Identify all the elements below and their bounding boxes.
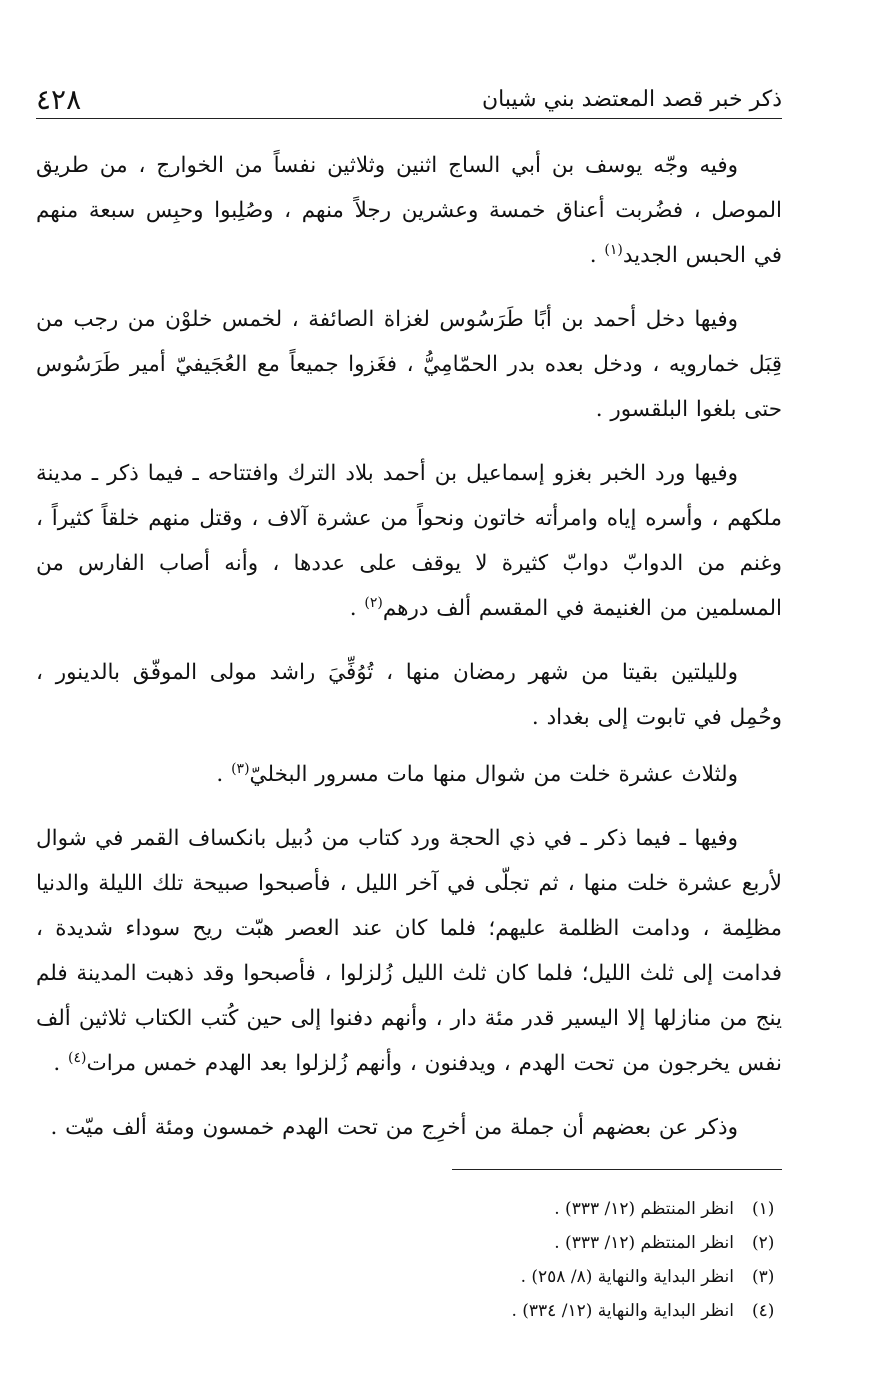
paragraph <box>36 816 782 1086</box>
footnote <box>36 1260 782 1294</box>
footnote <box>36 1192 782 1226</box>
footnote-number: (٤) <box>752 1301 775 1321</box>
footnote-text: انظر المنتظم (١٢/ ٣٣٣) . <box>554 1199 734 1219</box>
paragraph <box>36 752 782 797</box>
paragraph-tail: . <box>349 596 365 621</box>
footnote-reference: (٤) <box>68 1049 87 1066</box>
footnote-number: (٣) <box>752 1267 775 1287</box>
paragraph-tail: . <box>216 762 232 787</box>
footnote <box>36 1226 782 1260</box>
paragraph <box>36 1105 782 1150</box>
paragraph-text: وفيها دخل أحمد بن أبًا طَرَسُوس لغزاة الصائفة ، لخمس خلوْن من رجب من قِبَل خمارويه ، ودخل بعده بدر الحمّامِيُّ ، فغَزوا جميعاً مع العُجَيفيّ أمير طَرَسُوس حتى بلغوا البلقسور . <box>36 307 782 422</box>
footnote-reference: (١) <box>604 241 623 258</box>
footnote-divider <box>452 1169 782 1170</box>
footnote-reference: (٢) <box>364 594 383 611</box>
footnote-text: انظر المنتظم (١٢/ ٣٣٣) . <box>554 1233 734 1253</box>
footnote-reference: (٣) <box>231 760 250 777</box>
running-title: ذكر خبر قصد المعتضد بني شيبان <box>482 87 782 112</box>
footnote <box>36 1294 782 1328</box>
footnote-text: انظر البداية والنهاية (١٢/ ٣٣٤) . <box>511 1301 734 1321</box>
body-text <box>36 143 782 1150</box>
footnote-number: (٢) <box>752 1233 775 1253</box>
paragraph-tail: . <box>53 1051 69 1076</box>
footnotes <box>36 1192 782 1328</box>
paragraph-text: وفيها ورد الخبر بغزو إسماعيل بن أحمد بلاد الترك وافتتاحه ـ فيما ذكر ـ مدينة ملكهم ، وأسره إياه وامرأته خاتون ونحواً من عشرة آلاف ، وقتل منهم خلقاً كثيراً ، وغنم من الدوابّ دوابّ كثيرة لا يوقف على عددها ، وأنه أصاب الفارس من المسلمين من الغنيمة في المقسم ألف درهم <box>36 461 782 621</box>
footnote-number: (١) <box>752 1199 775 1219</box>
footnote-text: انظر البداية والنهاية (٨/ ٢٥٨) . <box>520 1267 734 1287</box>
page-number: ٤٢٨ <box>36 83 82 116</box>
paragraph <box>36 297 782 432</box>
paragraph-text: ولثلاث عشرة خلت من شوال منها مات مسرور البخليّ <box>249 762 738 787</box>
paragraph <box>36 650 782 740</box>
paragraph-text: وفيه وجّه يوسف بن أبي الساج اثنين وثلاثين نفساً من الخوارج ، من طريق الموصل ، فضُربت أعناق خمسة وعشرين رجلاً منهم ، وصُلِبوا وحبِس سبعة منهم في الحبس الجديد <box>36 153 782 268</box>
page-header <box>36 78 782 119</box>
paragraph-text: وذكر عن بعضهم أن جملة من أخرِج من تحت الهدم خمسون ومئة ألف ميّت . <box>50 1115 738 1140</box>
paragraph-text: ولليلتين بقيتا من شهر رمضان منها ، تُوُفِّيَ راشد مولى الموفّق بالدينور ، وحُمِل في تابوت إلى بغداد . <box>36 660 782 730</box>
paragraph <box>36 143 782 278</box>
book-page <box>36 78 782 1328</box>
paragraph-tail: . <box>589 243 605 268</box>
paragraph-text: وفيها ـ فيما ذكر ـ في ذي الحجة ورد كتاب من دُبيل بانكساف القمر في شوال لأربع عشرة خلت منها ، ثم تجلّى في آخر الليل ، فأصبحوا صبيحة تلك الليلة والدنيا مظلِمة ، ودامت الظلمة عليهم؛ فلما كان عند العصر هبّت ريح سوداء شديدة ، فدامت إلى ثلث الليل؛ فلما كان ثلث الليل زُلزلوا ، فأصبحوا وقد ذهبت المدينة فلم ينج من منازلها إلا اليسير قدر مئة دار ، وأنهم دفنوا إلى حين كُتب الكتاب ثلاثين ألف نفس يخرجون من تحت الهدم ، ويدفنون ، وأنهم زُلزلوا بعد الهدم خمس مرات <box>36 826 782 1076</box>
paragraph <box>36 451 782 631</box>
